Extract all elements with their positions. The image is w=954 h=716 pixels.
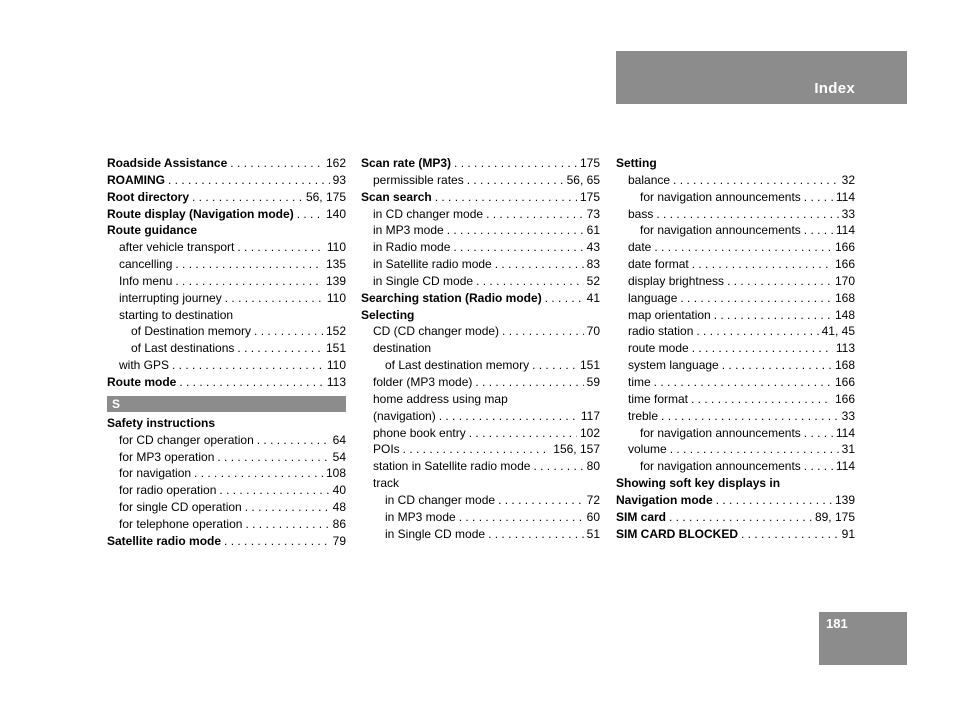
- index-entry-label: for CD changer operation: [119, 432, 254, 447]
- dot-leader: [217, 449, 329, 466]
- index-entry-page: 60: [586, 509, 600, 524]
- dot-leader: [714, 307, 832, 324]
- dot-leader: [179, 374, 324, 391]
- dot-leader: [716, 492, 832, 509]
- dot-leader: [257, 432, 330, 449]
- index-entry-label: Roadside Assistance: [107, 156, 228, 170]
- index-entry: [616, 340, 855, 357]
- index-entry: [107, 340, 346, 357]
- index-entry-label: of Destination memory: [131, 324, 252, 339]
- index-entry-page: 135: [325, 257, 346, 272]
- index-entry-label: in Single CD mode: [385, 526, 486, 541]
- dot-leader: [692, 256, 832, 273]
- dot-leader: [172, 357, 324, 374]
- index-entry-label: for navigation announcements: [640, 425, 801, 440]
- index-entry-page: 166: [834, 240, 855, 255]
- dot-leader: [192, 189, 303, 206]
- dot-leader: [533, 458, 583, 475]
- dot-leader: [661, 408, 839, 425]
- index-entry: [107, 290, 346, 307]
- index-entry: [616, 441, 855, 458]
- dot-leader: [447, 222, 584, 239]
- index-entry: [361, 323, 600, 340]
- index-entry-page: 114: [835, 223, 855, 238]
- index-entry-label: CD (CD changer mode): [373, 324, 500, 339]
- index-entry-label: for navigation announcements: [640, 223, 801, 238]
- dot-leader: [476, 273, 584, 290]
- index-entry-page: 86: [332, 516, 346, 531]
- index-entry: [616, 391, 855, 408]
- index-entry-page: 113: [835, 341, 855, 356]
- index-entry-label: Scan rate (MP3): [361, 156, 452, 170]
- index-entry: [361, 222, 600, 239]
- index-entry: [616, 256, 855, 273]
- index-entry: [107, 206, 346, 223]
- index-entry: [361, 290, 600, 307]
- page-title: Index: [814, 80, 855, 97]
- index-entry-label: POIs: [373, 442, 400, 457]
- index-entry-page: 51: [586, 526, 600, 541]
- index-entry-label: bass: [628, 206, 654, 221]
- dot-leader: [245, 499, 330, 516]
- index-entry-page: 79: [332, 533, 346, 548]
- dot-leader: [804, 189, 833, 206]
- index-entry-label: of Last destination memory: [385, 358, 530, 373]
- index-entry-label: SIM CARD BLOCKED: [616, 526, 738, 541]
- index-entry-page: 156, 157: [553, 442, 600, 457]
- index-entry-page: 168: [834, 290, 855, 305]
- index-entry-label: treble: [628, 408, 659, 423]
- index-entry-label: Info menu: [119, 273, 173, 288]
- index-entry-page: 166: [834, 391, 855, 406]
- dot-leader: [454, 155, 577, 172]
- index-entry: [616, 155, 855, 172]
- index-entry-label: Route display (Navigation mode): [107, 206, 294, 221]
- index-entry-label: in MP3 mode: [385, 509, 456, 524]
- index-entry-label: radio station: [628, 324, 694, 339]
- index-entry: [361, 425, 600, 442]
- index-entry-page: 139: [834, 492, 855, 507]
- dot-leader: [545, 290, 584, 307]
- index-entry-page: 170: [834, 273, 855, 288]
- index-entry-label: station in Satellite radio mode: [373, 459, 531, 474]
- index-entry-label: Setting: [616, 156, 657, 170]
- page-number: 181: [826, 616, 848, 631]
- index-entry-label: in CD changer mode: [373, 206, 484, 221]
- index-entry-label: for navigation announcements: [640, 189, 801, 204]
- dot-leader: [194, 465, 323, 482]
- dot-leader: [175, 273, 323, 290]
- index-entry-page: 41: [586, 290, 600, 305]
- index-entry: [616, 239, 855, 256]
- index-entry-page: 117: [580, 408, 600, 423]
- index-entry-page: 108: [325, 466, 346, 481]
- index-entry: [361, 172, 600, 189]
- index-entry-label: in Radio mode: [373, 240, 451, 255]
- index-column-1: [107, 155, 346, 550]
- index-entry: [616, 492, 855, 509]
- index-entry-label: Safety instructions: [107, 415, 216, 430]
- dot-leader: [245, 516, 329, 533]
- dot-leader: [691, 391, 832, 408]
- index-entry-label: ROAMING: [107, 172, 165, 187]
- index-entry-page: 110: [326, 240, 346, 255]
- index-entry: [361, 189, 600, 206]
- index-entry: [361, 340, 600, 357]
- index-entry: [616, 222, 855, 239]
- dot-leader: [670, 441, 839, 458]
- index-entry: [616, 307, 855, 324]
- dot-leader: [435, 189, 577, 206]
- index-entry-page: 83: [586, 257, 600, 272]
- index-column-3: [616, 155, 855, 542]
- index-entry-page: 110: [326, 290, 346, 305]
- index-entry-label: route mode: [628, 341, 689, 356]
- index-entry-page: 110: [326, 358, 346, 373]
- index-entry: [107, 357, 346, 374]
- index-entry-page: 175: [579, 156, 600, 170]
- index-entry-page: 61: [586, 223, 600, 238]
- index-entry-label: display brightness: [628, 273, 725, 288]
- index-entry-page: 91: [841, 526, 855, 541]
- index-entry: [616, 475, 855, 492]
- dot-leader: [495, 256, 584, 273]
- index-entry: [361, 239, 600, 256]
- index-entry: [361, 273, 600, 290]
- dot-leader: [692, 340, 833, 357]
- index-entry: [361, 256, 600, 273]
- index-entry-label: destination: [373, 341, 432, 356]
- index-entry-label: folder (MP3 mode): [373, 374, 473, 389]
- dot-leader: [168, 172, 330, 189]
- dot-leader: [459, 509, 584, 526]
- dot-leader: [804, 458, 833, 475]
- index-entry-label: in MP3 mode: [373, 223, 444, 238]
- dot-leader: [230, 155, 323, 172]
- index-entry-label: phone book entry: [373, 425, 466, 440]
- index-entry-page: 64: [332, 432, 346, 447]
- index-entry: [107, 189, 346, 206]
- dot-leader: [502, 323, 584, 340]
- index-entry-page: 148: [834, 307, 855, 322]
- index-entry-page: 80: [586, 459, 600, 474]
- index-entry-page: 56, 175: [305, 189, 346, 204]
- index-entry-label: time: [628, 374, 651, 389]
- index-entry-page: 41, 45: [821, 324, 855, 339]
- dot-leader: [219, 482, 329, 499]
- index-entry-page: 152: [325, 324, 346, 339]
- dot-leader: [654, 374, 832, 391]
- index-entry-label: Searching station (Radio mode): [361, 290, 542, 305]
- index-entry-page: 70: [586, 324, 600, 339]
- index-entry-page: 113: [326, 374, 346, 389]
- index-entry: [361, 391, 600, 408]
- index-entry-page: 43: [586, 240, 600, 255]
- index-entry-page: 168: [834, 358, 855, 373]
- index-entry-page: 102: [579, 425, 600, 440]
- index-entry-label: Scan search: [361, 189, 432, 204]
- index-entry-label: of Last destinations: [131, 341, 235, 356]
- index-entry-label: balance: [628, 172, 671, 187]
- index-entry-page: 166: [834, 374, 855, 389]
- index-entry: [107, 323, 346, 340]
- index-entry: [361, 475, 600, 492]
- index-entry: [361, 509, 600, 526]
- dot-leader: [680, 290, 832, 307]
- index-entry-page: 31: [841, 442, 855, 457]
- index-entry-page: 56, 65: [566, 172, 600, 187]
- index-entry-label: for navigation: [119, 466, 192, 481]
- dot-leader: [654, 239, 832, 256]
- index-entry: [107, 415, 346, 432]
- dot-leader: [237, 340, 323, 357]
- index-entry-label: Navigation mode: [616, 492, 713, 507]
- index-entry-label: Satellite radio mode: [107, 533, 222, 548]
- dot-leader: [469, 425, 577, 442]
- index-entry: [107, 222, 346, 239]
- index-entry-label: starting to destination: [119, 307, 234, 322]
- dot-leader: [175, 256, 323, 273]
- index-entry-label: with GPS: [119, 358, 170, 373]
- index-entry: [616, 526, 855, 543]
- index-entry: [107, 499, 346, 516]
- index-entry-label: track: [373, 476, 400, 491]
- dot-leader: [475, 374, 583, 391]
- index-entry: [107, 273, 346, 290]
- dot-leader: [804, 425, 833, 442]
- index-entry-label: after vehicle transport: [119, 240, 235, 255]
- dot-leader: [804, 222, 833, 239]
- index-entry: [107, 482, 346, 499]
- dot-leader: [453, 239, 583, 256]
- section-header: S: [107, 396, 346, 412]
- dot-leader: [254, 323, 323, 340]
- index-entry: [616, 509, 855, 526]
- index-entry: [616, 408, 855, 425]
- index-entry-page: 59: [586, 374, 600, 389]
- dot-leader: [403, 441, 551, 458]
- index-entry-label: date: [628, 240, 652, 255]
- index-entry-label: home address using map: [373, 391, 508, 406]
- index-entry-page: 140: [325, 206, 346, 221]
- index-entry: [616, 189, 855, 206]
- dot-leader: [669, 509, 812, 526]
- index-column-2: [361, 155, 600, 542]
- index-entry-page: 151: [325, 341, 346, 356]
- index-entry-label: in Satellite radio mode: [373, 257, 492, 272]
- index-entry: [107, 465, 346, 482]
- index-entry-label: cancelling: [119, 257, 173, 272]
- index-entry-label: time format: [628, 391, 689, 406]
- index-entry: [361, 526, 600, 543]
- index-entry-page: 73: [586, 206, 600, 221]
- index-entry: [616, 290, 855, 307]
- dot-leader: [297, 206, 323, 223]
- index-entry-label: interrupting journey: [119, 290, 222, 305]
- dot-leader: [488, 526, 584, 543]
- index-entry-label: date format: [628, 257, 689, 272]
- index-entry-label: permissible rates: [373, 172, 464, 187]
- dot-leader: [696, 323, 818, 340]
- dot-leader: [722, 357, 832, 374]
- index-entry-label: in CD changer mode: [385, 492, 496, 507]
- index-entry-label: (navigation): [373, 408, 436, 423]
- dot-leader: [224, 533, 330, 550]
- index-entry-page: 114: [835, 189, 855, 204]
- dot-leader: [741, 526, 839, 543]
- index-entry: [107, 516, 346, 533]
- index-entry: [616, 458, 855, 475]
- dot-leader: [225, 290, 324, 307]
- index-entry: [616, 323, 855, 340]
- dot-leader: [439, 408, 578, 425]
- index-entry-label: map orientation: [628, 307, 711, 322]
- index-entry: [616, 374, 855, 391]
- index-entry-page: 54: [332, 449, 346, 464]
- index-entry: [361, 408, 600, 425]
- index-entry-page: 33: [841, 408, 855, 423]
- dot-leader: [467, 172, 564, 189]
- index-entry-page: 93: [332, 172, 346, 187]
- index-entry: [107, 432, 346, 449]
- index-entry-label: volume: [628, 442, 667, 457]
- index-entry-page: 89, 175: [814, 509, 855, 524]
- dot-leader: [237, 239, 323, 256]
- index-entry-page: 162: [325, 156, 346, 170]
- page-number-box: [819, 612, 907, 665]
- index-entry-label: Root directory: [107, 189, 190, 204]
- dot-leader: [532, 357, 577, 374]
- index-entry-label: for single CD operation: [119, 500, 242, 515]
- index-entry-label: in Single CD mode: [373, 273, 474, 288]
- index-entry-label: Showing soft key displays in: [616, 476, 781, 491]
- index-entry: [361, 206, 600, 223]
- index-entry: [107, 307, 346, 324]
- index-entry-page: 139: [325, 273, 346, 288]
- index-entry-label: language: [628, 290, 678, 305]
- dot-leader: [673, 172, 839, 189]
- index-entry: [107, 172, 346, 189]
- index-entry-page: 166: [834, 257, 855, 272]
- index-entry-label: Route mode: [107, 374, 177, 389]
- index-entry: [616, 273, 855, 290]
- index-entry-page: 114: [835, 425, 855, 440]
- index-entry-page: 151: [579, 358, 600, 373]
- dot-leader: [727, 273, 832, 290]
- index-entry-label: for MP3 operation: [119, 449, 215, 464]
- index-entry-page: 175: [579, 189, 600, 204]
- header-bar: [616, 51, 907, 104]
- index-entry: [107, 155, 346, 172]
- index-entry-label: for telephone operation: [119, 516, 243, 531]
- index-entry: [616, 357, 855, 374]
- index-entry: [361, 374, 600, 391]
- index-entry: [361, 357, 600, 374]
- index-entry-label: system language: [628, 358, 719, 373]
- index-entry-page: 72: [586, 492, 600, 507]
- index-entry: [361, 441, 600, 458]
- index-entry: [361, 458, 600, 475]
- index-entry-label: for navigation announcements: [640, 459, 801, 474]
- index-entry: [107, 374, 346, 391]
- index-entry: [107, 239, 346, 256]
- index-entry-page: 52: [586, 273, 600, 288]
- index-entry: [107, 449, 346, 466]
- index-entry: [107, 533, 346, 550]
- index-entry: [361, 307, 600, 324]
- dot-leader: [486, 206, 584, 223]
- index-entry-page: 40: [332, 483, 346, 498]
- index-entry: [616, 206, 855, 223]
- index-entry-label: SIM card: [616, 509, 667, 524]
- index-entry: [107, 256, 346, 273]
- dot-leader: [498, 492, 584, 509]
- index-entry-label: Route guidance: [107, 223, 198, 238]
- index-entry: [361, 155, 600, 172]
- index-entry: [616, 172, 855, 189]
- index-entry-label: Selecting: [361, 307, 415, 322]
- dot-leader: [656, 206, 838, 223]
- index-entry-label: for radio operation: [119, 483, 217, 498]
- index-entry-page: 48: [332, 500, 346, 515]
- index-entry: [616, 425, 855, 442]
- index-entry-page: 114: [835, 459, 855, 474]
- index-entry: [361, 492, 600, 509]
- index-entry-page: 33: [841, 206, 855, 221]
- index-entry-page: 32: [841, 172, 855, 187]
